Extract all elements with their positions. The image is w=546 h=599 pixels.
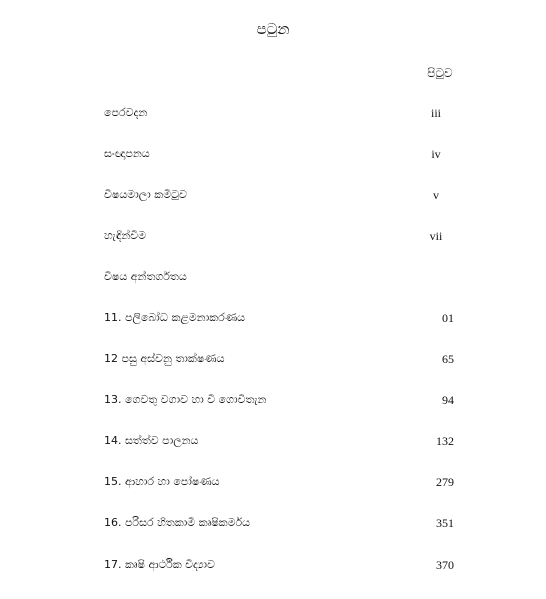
toc-row [104, 227, 454, 245]
toc-label: 11. පලිබෝධ කළමනාකරණය [104, 311, 246, 324]
toc-page-number: 132 [436, 433, 454, 448]
toc-row [104, 432, 454, 450]
toc-label: 15. ආහාර හා පෝෂණය [104, 475, 220, 488]
toc-row [104, 268, 454, 286]
toc-page-number: 01 [442, 310, 454, 325]
toc-page-number: 279 [436, 474, 454, 489]
toc-label: පෙරවදන [104, 106, 148, 119]
toc-row [104, 391, 454, 409]
toc-page-number: iv [431, 146, 441, 161]
toc-page-number: v [433, 187, 439, 202]
toc-page-number: vii [429, 228, 443, 243]
toc-page-number: 94 [442, 392, 454, 407]
toc-page-number: iii [430, 105, 441, 120]
toc-row [104, 104, 454, 122]
toc-row [104, 309, 454, 327]
toc-label: 13. ගෙවතු වගාව හා වී ගොවිතැන [104, 393, 267, 406]
toc-label: 12 පසු අස්වනු තාක්ෂණය [104, 352, 225, 365]
toc-label: 14. සත්ත්ව පාලනය [104, 434, 199, 447]
toc-row [104, 514, 454, 532]
toc-row [104, 145, 454, 163]
toc-label: 17. කෘෂි ආර්ථික විද්‍යාව [104, 558, 215, 571]
page-column-header: පිටුව [427, 66, 453, 80]
toc-page-number: 370 [436, 557, 454, 572]
toc-label: විෂය අන්තර්ගතය [104, 270, 187, 283]
toc-row [104, 350, 454, 368]
toc-label: හැඳින්වීම [104, 229, 147, 242]
toc-row [104, 556, 454, 574]
toc-page-number: 351 [436, 515, 454, 530]
toc-page-number: 65 [442, 351, 454, 366]
toc-label: 16. පරිසර හිතකාමී කෘෂිකර්මය [104, 516, 251, 529]
toc-label: සංඥාපනය [104, 147, 150, 160]
page-title: පටුන [256, 20, 290, 38]
toc-label: විෂයමාලා කමිටුව [104, 188, 187, 201]
toc-row [104, 186, 454, 204]
toc-row [104, 473, 454, 491]
